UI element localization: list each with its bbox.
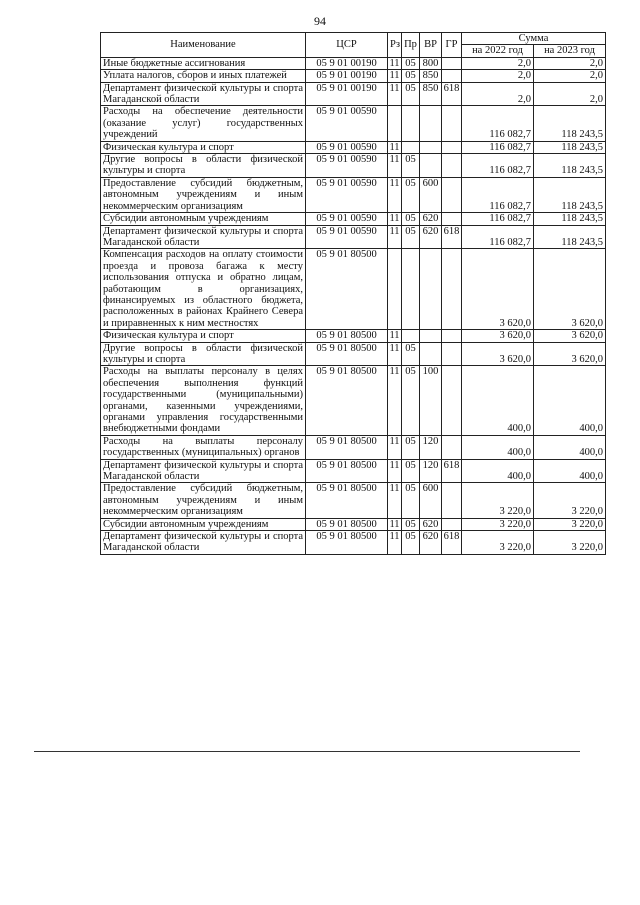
row-rz: 11 (388, 435, 402, 459)
row-vr (420, 330, 442, 342)
row-sum-2022: 116 082,7 (462, 213, 534, 225)
row-name: Иные бюджетные ассигнования (101, 57, 306, 69)
row-name: Расходы на выплаты персоналу государственных (муниципальных) органов (101, 435, 306, 459)
row-sum-2022: 116 082,7 (462, 154, 534, 178)
table-row (101, 177, 606, 212)
row-vr: 620 (420, 225, 442, 249)
row-csr: 05 9 01 80500 (306, 249, 388, 330)
row-rz: 11 (389, 330, 400, 342)
row-csr: 05 9 01 00190 (306, 57, 388, 69)
header-vr: ВР (420, 33, 442, 58)
row-pr (402, 141, 420, 153)
row-rz: 11 (388, 459, 402, 483)
row-pr: 05 (402, 459, 420, 483)
header-sum: Сумма (462, 33, 606, 45)
row-csr: 05 9 01 00590 (306, 225, 388, 249)
row-csr: 05 9 01 80500 (306, 459, 388, 483)
table-row (101, 57, 606, 69)
table-row (101, 106, 606, 141)
row-gr (442, 57, 462, 69)
row-rz (388, 249, 402, 330)
header-gr: ГР (442, 33, 462, 58)
row-gr (442, 70, 462, 82)
row-sum-2023: 118 243,5 (534, 106, 606, 141)
row-pr (402, 106, 420, 141)
header-year-2022: на 2022 год (462, 45, 534, 57)
header-year-2023: на 2023 год (534, 45, 606, 57)
table-row (101, 342, 606, 366)
row-name: Компенсация расходов на оплату стоимости проезда и провоза багажа к месту использования отпуска и обратно лицам, работающим в организациях, финансируемых из областного бюджета, расположенных в районах Крайнего Севера и приравненных к ним местностях (101, 249, 306, 330)
row-rz: 11 (388, 225, 402, 249)
table-header (101, 33, 606, 58)
row-pr: 05 (402, 483, 420, 518)
page-number: 94 (314, 14, 326, 28)
table-row (101, 459, 606, 483)
row-csr: 05 9 01 80500 (306, 435, 388, 459)
row-gr (442, 518, 462, 530)
row-rz (388, 106, 402, 141)
row-name: Департамент физической культуры и спорта Магаданской области (101, 225, 306, 249)
row-name: Департамент физической культуры и спорта Магаданской области (101, 531, 306, 555)
row-vr: 600 (420, 177, 442, 212)
row-vr (420, 342, 442, 366)
row-pr: 05 (402, 225, 420, 249)
row-sum-2022: 116 082,7 (462, 106, 534, 141)
row-rz: 11 (388, 82, 402, 106)
row-name: Другие вопросы в области физической культуры и спорта (101, 342, 306, 366)
row-csr: 05 9 01 00190 (306, 82, 388, 106)
row-sum-2023: 118 243,5 (534, 154, 606, 178)
row-name: Физическая культура и спорт (101, 330, 306, 342)
row-rz: 11 (389, 57, 400, 69)
row-pr: 05 (402, 342, 420, 366)
row-pr: 05 (402, 366, 420, 435)
row-gr (442, 330, 462, 342)
row-sum-2022: 400,0 (462, 366, 534, 435)
row-vr: 850 (420, 70, 442, 82)
row-name: Уплата налогов, сборов и иных платежей (101, 70, 306, 82)
row-name: Субсидии автономным учреждениям (101, 518, 306, 530)
row-sum-2023: 118 243,5 (534, 213, 606, 225)
row-vr (420, 141, 442, 153)
row-sum-2023: 400,0 (534, 459, 606, 483)
row-sum-2022: 2,0 (462, 82, 534, 106)
row-sum-2023: 2,0 (534, 70, 606, 82)
budget-table (100, 32, 606, 555)
table-row (101, 249, 606, 330)
row-rz: 11 (389, 213, 400, 225)
row-csr: 05 9 01 00590 (306, 154, 388, 178)
row-csr: 05 9 01 00590 (306, 177, 388, 212)
row-sum-2023: 2,0 (534, 57, 606, 69)
row-sum-2023: 3 220,0 (534, 518, 606, 530)
row-pr (402, 249, 420, 330)
row-sum-2022: 3 220,0 (462, 518, 534, 530)
row-vr (420, 106, 442, 141)
row-gr (442, 106, 462, 141)
row-sum-2022: 400,0 (462, 435, 534, 459)
row-sum-2022: 3 220,0 (462, 531, 534, 555)
row-pr: 05 (402, 70, 420, 82)
row-gr (442, 141, 462, 153)
row-gr (442, 366, 462, 435)
table-row (101, 435, 606, 459)
row-sum-2023: 3 620,0 (534, 249, 606, 330)
header-pr: Пр (402, 33, 420, 58)
row-rz: 11 (389, 70, 400, 82)
row-sum-2023: 3 620,0 (534, 330, 606, 342)
row-gr: 618 (442, 225, 462, 249)
table-row (101, 483, 606, 518)
row-csr: 05 9 01 80500 (306, 366, 388, 435)
row-rz: 11 (388, 177, 402, 212)
row-sum-2022: 3 620,0 (462, 342, 534, 366)
row-vr: 620 (420, 518, 442, 530)
table-body (101, 57, 606, 554)
table-row (101, 531, 606, 555)
table-row (101, 330, 606, 342)
row-vr: 850 (420, 82, 442, 106)
row-sum-2023: 400,0 (534, 435, 606, 459)
row-csr: 05 9 01 80500 (306, 330, 388, 342)
table-row (101, 366, 606, 435)
row-sum-2023: 3 220,0 (534, 483, 606, 518)
row-rz: 11 (388, 342, 402, 366)
row-sum-2023: 118 243,5 (534, 141, 606, 153)
row-sum-2022: 116 082,7 (462, 177, 534, 212)
row-csr: 05 9 01 00590 (306, 141, 388, 153)
row-sum-2023: 3 220,0 (534, 531, 606, 555)
row-sum-2023: 118 243,5 (534, 225, 606, 249)
row-pr: 05 (402, 531, 420, 555)
row-gr (442, 213, 462, 225)
row-sum-2023: 2,0 (534, 82, 606, 106)
row-sum-2022: 116 082,7 (462, 141, 534, 153)
table-row (101, 225, 606, 249)
row-gr (442, 483, 462, 518)
row-sum-2022: 116 082,7 (462, 225, 534, 249)
row-pr: 05 (402, 154, 420, 178)
header-csr: ЦСР (306, 33, 388, 58)
row-sum-2022: 400,0 (462, 459, 534, 483)
row-pr: 05 (402, 177, 420, 212)
row-csr: 05 9 01 00190 (306, 70, 388, 82)
row-pr: 05 (402, 213, 420, 225)
row-vr (420, 154, 442, 178)
row-gr (442, 435, 462, 459)
row-sum-2022: 2,0 (462, 70, 534, 82)
row-csr: 05 9 01 80500 (306, 483, 388, 518)
row-gr (442, 154, 462, 178)
row-vr: 600 (420, 483, 442, 518)
row-gr (442, 249, 462, 330)
row-name: Другие вопросы в области физической культуры и спорта (101, 154, 306, 178)
table-row (101, 213, 606, 225)
row-pr (402, 330, 420, 342)
row-pr: 05 (402, 82, 420, 106)
row-sum-2023: 118 243,5 (534, 177, 606, 212)
row-vr: 620 (420, 531, 442, 555)
row-name: Субсидии автономным учреждениям (101, 213, 306, 225)
row-rz: 11 (388, 483, 402, 518)
row-name: Департамент физической культуры и спорта Магаданской области (101, 459, 306, 483)
footer-divider (34, 751, 580, 752)
row-sum-2022: 3 220,0 (462, 483, 534, 518)
row-rz: 11 (388, 531, 402, 555)
row-csr: 05 9 01 80500 (306, 342, 388, 366)
table-row (101, 82, 606, 106)
row-vr: 100 (420, 366, 442, 435)
row-pr: 05 (402, 518, 420, 530)
row-vr: 620 (420, 213, 442, 225)
row-vr: 120 (420, 435, 442, 459)
row-name: Департамент физической культуры и спорта Магаданской области (101, 82, 306, 106)
row-vr: 800 (420, 57, 442, 69)
row-csr: 05 9 01 80500 (306, 518, 388, 530)
row-vr: 120 (420, 459, 442, 483)
row-sum-2022: 3 620,0 (462, 330, 534, 342)
row-rz: 11 (388, 154, 402, 178)
row-name: Физическая культура и спорт (101, 141, 306, 153)
row-pr: 05 (402, 435, 420, 459)
row-name: Расходы на обеспечение деятельности (оказание услуг) государственных учреждений (101, 106, 306, 141)
row-csr: 05 9 01 80500 (306, 531, 388, 555)
table-row (101, 154, 606, 178)
row-sum-2023: 400,0 (534, 366, 606, 435)
row-gr: 618 (442, 459, 462, 483)
row-sum-2023: 3 620,0 (534, 342, 606, 366)
row-gr: 618 (442, 82, 462, 106)
row-vr (420, 249, 442, 330)
row-sum-2022: 2,0 (462, 57, 534, 69)
row-name: Предоставление субсидий бюджетным, автономным учреждениям и иным некоммерческим организациям (101, 177, 306, 212)
row-gr (442, 342, 462, 366)
row-csr: 05 9 01 00590 (306, 213, 388, 225)
row-name: Предоставление субсидий бюджетным, автономным учреждениям и иным некоммерческим организациям (101, 483, 306, 518)
table-row (101, 518, 606, 530)
table-row (101, 141, 606, 153)
row-rz: 11 (388, 366, 402, 435)
row-pr: 05 (402, 57, 420, 69)
row-rz: 11 (389, 141, 400, 153)
row-name: Расходы на выплаты персоналу в целях обеспечения выполнения функций государственными (муниципальными) органами, казенными учреждениями, органами управления государственными внебюджетными фондами (101, 366, 306, 435)
header-name: Наименование (101, 33, 306, 58)
row-gr: 618 (442, 531, 462, 555)
row-sum-2022: 3 620,0 (462, 249, 534, 330)
row-rz: 11 (389, 518, 400, 530)
header-rz: Рз (388, 33, 402, 58)
table-row (101, 70, 606, 82)
row-csr: 05 9 01 00590 (306, 106, 388, 141)
row-gr (442, 177, 462, 212)
